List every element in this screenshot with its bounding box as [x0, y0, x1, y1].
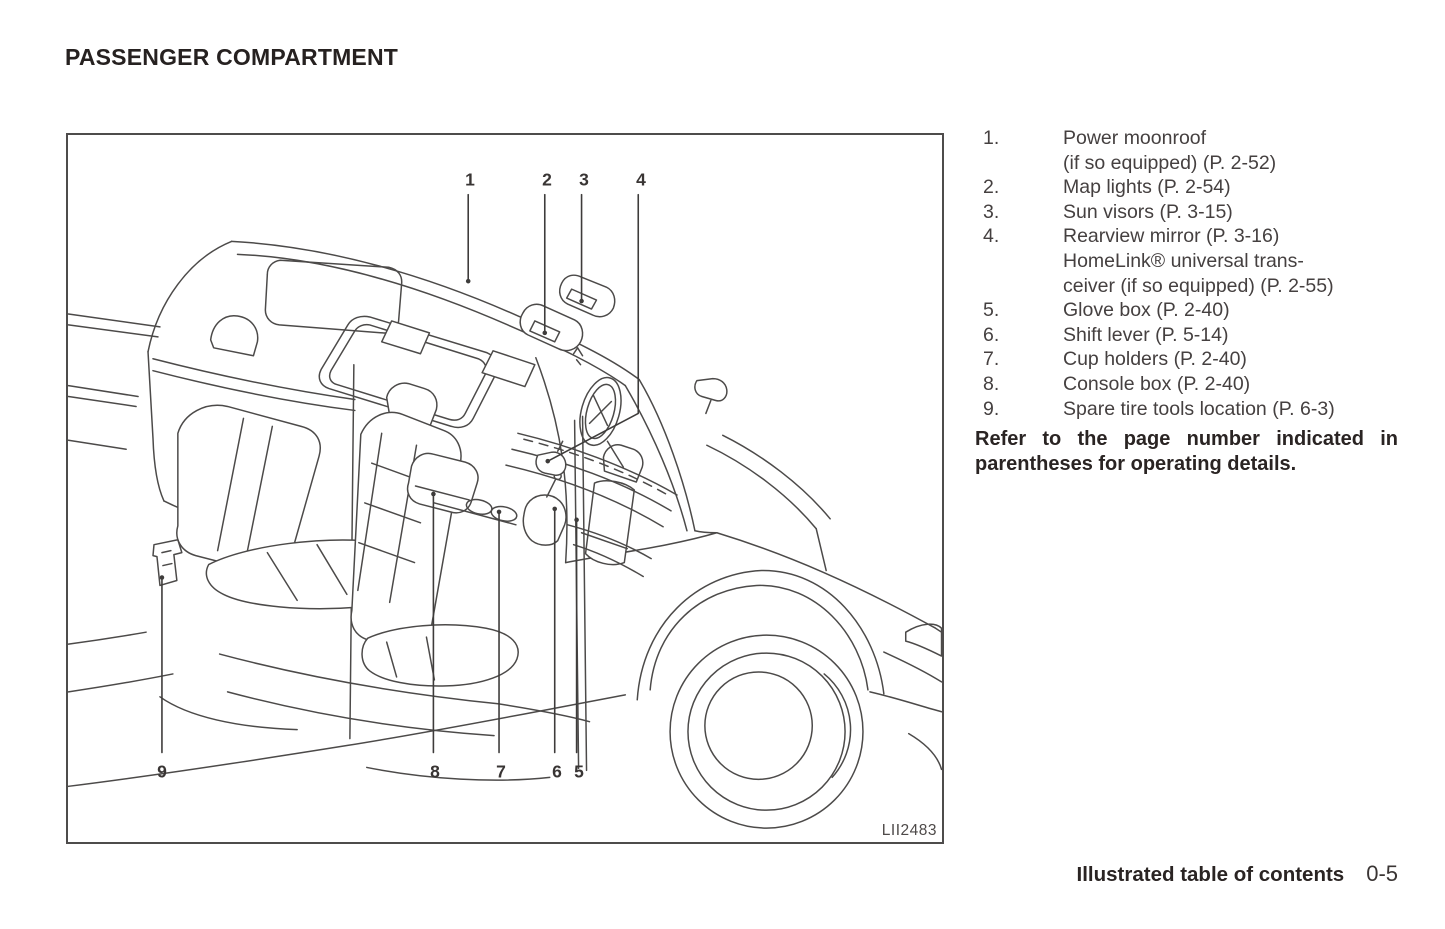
legend-item-number: 6.	[983, 323, 1000, 346]
figure	[66, 133, 944, 844]
callout-2: 2	[542, 169, 552, 190]
callout-8: 8	[430, 761, 440, 782]
legend-item-number: 2.	[983, 176, 1000, 199]
callout-6: 6	[552, 761, 562, 782]
page-footer	[1077, 861, 1398, 887]
legend-item-text: Rearview mirror (P. 3-16) HomeLink® universal trans- ceiver (if so equipped) (P. 2-55)	[1063, 225, 1334, 297]
callout-5: 5	[574, 761, 584, 782]
callout-4: 4	[636, 169, 646, 190]
legend-item-text: Map lights (P. 2-54)	[1063, 176, 1231, 199]
callout-1: 1	[465, 169, 475, 190]
legend-item	[983, 347, 1399, 372]
legend-item-text: Power moonroof (if so equipped) (P. 2-52)	[1063, 127, 1277, 174]
legend-list	[983, 126, 1399, 421]
footer-section-label: Illustrated table of contents	[1076, 863, 1345, 886]
legend-item-text: Console box (P. 2-40)	[1063, 372, 1251, 395]
legend-item-text: Shift lever (P. 5-14)	[1063, 323, 1229, 346]
legend-item	[983, 298, 1399, 323]
legend-item	[983, 372, 1399, 397]
legend-item	[983, 200, 1399, 225]
legend-item	[983, 224, 1399, 298]
callout-7: 7	[496, 761, 506, 782]
legend-item-text: Glove box (P. 2-40)	[1063, 299, 1230, 322]
legend-item-text: Sun visors (P. 3-15)	[1063, 200, 1233, 223]
callout-3: 3	[579, 169, 589, 190]
legend-item-number: 8.	[983, 372, 1000, 395]
legend-item	[983, 126, 1399, 175]
legend-item-text: Spare tire tools location (P. 6-3)	[1063, 397, 1335, 420]
legend-item-number: 7.	[983, 348, 1000, 371]
callout-9: 9	[157, 761, 167, 782]
legend-item-number: 1.	[983, 127, 1000, 149]
legend-item-number: 5.	[983, 299, 1000, 322]
legend-note: Refer to the page number indicated in parentheses for operating details.	[975, 428, 1398, 475]
legend-item	[983, 397, 1399, 422]
footer-page-number: 0-5	[1366, 861, 1398, 886]
legend-item-number: 4.	[983, 225, 1000, 248]
legend-item-number: 3.	[983, 200, 1000, 223]
page-title: PASSENGER COMPARTMENT	[65, 44, 399, 70]
vehicle-line-art-icon	[68, 135, 942, 842]
figure-image-code: LII2483	[881, 822, 937, 839]
legend-item-number: 9.	[983, 397, 1000, 420]
legend-item	[983, 323, 1399, 348]
legend-item	[983, 175, 1399, 200]
legend-item-text: Cup holders (P. 2-40)	[1063, 348, 1247, 371]
